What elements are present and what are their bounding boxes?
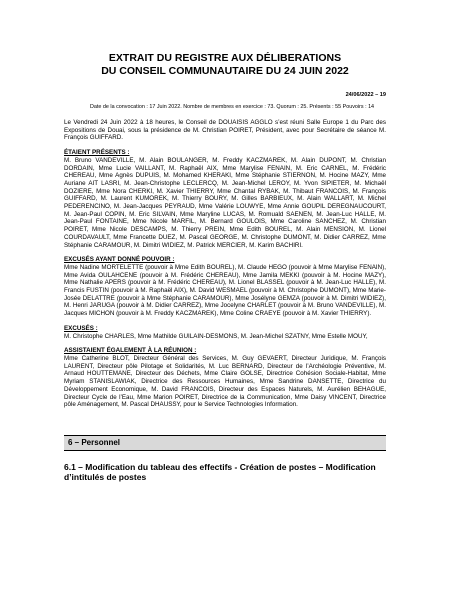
assistent-list: Mme Catherine BLOT, Directeur Général des Services, M. Guy GEVAERT, Directeur Juridique, M. François LAURENT, Directeur pôle Pilotage et Solidarités, M. Luc BERNARD, Directeur de l’Archéologie Préventive, M. Arnaud HOUTTEMANE, Directeur des Déchets, Mme Claire GOLSE, Directrice Cohésion Sociale-Habitat, Mme Myriam STANISLAWIAK, Directrice des Ressources Humaines, Mme Sandrine DANSETTE, Directrice du Développement Economique, M. David FRANCOIS, Directeur des Espaces Naturels, M. Aurélien BEHAGUE, Directeur Cycle de l’Eau, Mme Marion POIRET, Directrice de la Communication, Mme Daisy VINCENT, Directrice pôle Aménagement, M. Pascal DHAUSSY, pour le Service Technologies Information.	[64, 354, 386, 409]
subsection-title: 6.1 – Modification du tableau des effectifs - Création de postes – Modification d’intitulés de postes	[64, 461, 376, 483]
section-header-bar: 6 – Personnel	[64, 435, 386, 451]
presents-heading: ÉTAIENT PRÉSENTS :	[64, 149, 130, 157]
pouvoirs-heading: EXCUSÉS AYANT DONNÉ POUVOIR :	[64, 256, 175, 264]
document-title-line1: EXTRAIT DU REGISTRE AUX DÉLIBERATIONS	[108, 52, 342, 64]
excuses-list: M. Christophe CHARLES, Mme Mathilde GUILAIN-DESMONS, M. Jean-Michel SZATNY, Mme Estelle MOUY,	[64, 332, 368, 340]
excuses-heading: EXCUSÉS :	[64, 324, 98, 332]
meeting-intro: Le Vendredi 24 Juin 2022 à 18 heures, le Conseil de DOUAISIS AGGLO s’est réuni Salle Europe 1 du Parc des Expositions de Douai, sous la présidence de M. Christian POIRET, Président, avec pour Secrétaire de séance M. François GUIFFARD.	[64, 119, 386, 142]
deliberation-reference: 24/06/2022 – 19	[345, 92, 386, 98]
document-title-line2: DU CONSEIL COMMUNAUTAIRE DU 24 JUIN 2022	[101, 65, 349, 77]
assistent-heading: ASSISTAIENT ÉGALEMENT À LA RÉUNION :	[64, 347, 197, 355]
presents-list: M. Bruno VANDEVILLE, M. Alain BOULANGER, M. Freddy KACZMAREK, M. Alain DUPONT, M. Christian DORDAIN, Mme Lucie VAILLANT, M. Raphaël AIX, Mme Marylise FENAIN, M. Eric CARNEL, M. Frédéric CHEREAU, Mme Agnès DUPUIS, M. Mohamed KHERAKI, Mme Stéphanie STIERNON, M. Hocine MAZY, Mme Auriane AIT LASRI, M. Jean-Christophe LECLERCQ, M. Jean-Michel LEROY, M. Yvon SIPIETER, M. Michaël DOZIERE, Mme Nora CHERKI, M. Xavier THIERRY, Mme Chantal RYBAK, M. Thibaut FRANCOIS, M. François GUIFFARD, M. Laurent KUMOREK, M. Thierry BOURY, M. Gilles BARBIEUX, M. Alain WALLART, M. Michel PEDERENCINO, M. Jean-Jacques PEYRAUD, Mme Valérie LOUWYE, Mme Annie GOUPIL DEREGNAUCOURT, M. Jean-Paul COPIN, M. Eric SILVAIN, Mme Maryline LUCAS, M. Romuald SAENEN, M. Jean-Luc HALLE, M. Jean-Paul FONTAINE, Mme Nicole MARFIL, M. Bernard GOULOIS, Mme Caroline SANCHEZ, M. Christian POIRET, Mme Nicole DESCAMPS, M. Thierry PREIN, Mme Edith BOUREL, M. Alain MENSION, M. Lionel COURDAVAULT, Mme Francette DUEZ, M. Pascal GEORGE, M. Christophe DUMONT, M. Didier CARREZ, Mme Stéphanie CARAMOUR, M. Dimitri WIDIEZ, M. Patrick MERCIER, M. Karim BACHIRI.	[64, 156, 386, 249]
convocation-line: Date de la convocation : 17 Juin 2022. Nombre de membres en exercice : 73. Quorum : 25. Présents : 55 Pouvoirs : 14	[90, 104, 375, 110]
pouvoirs-list: Mme Nadine MORTELETTE (pouvoir à Mme Edith BOUREL), M. Claude HEGO (pouvoir à Mme Marylise FENAIN), Mme Avida OULAHCENE (pouvoir à M. Frédéric CHEREAU), Mme Jamila MEKKI (pouvoir à M. Hocine MAZY), Mme Nathalie APERS (pouvoir à M. Frédéric CHEREAU), M. Lionel BLASSEL (pouvoir à M. Jean-Luc HALLE), M. Francis FUSTIN (pouvoir à M. Raphaël AIX), M. David WESMAEL (pouvoir à M. Christophe DUMONT), Mme Marie-Josée DELATTRE (pouvoir à Mme Stéphanie CARAMOUR), Mme Josélyne GEMZA (pouvoir à M. Dimitri WIDIEZ), M. Henri JARUGA (pouvoir à M. Didier CARREZ), Mme Jocelyne CHARLET (pouvoir à M. Bruno VANDEVILLE), M. Jacques MICHON (pouvoir à M. Freddy KACZMAREK), Mme Coline CRAEYE (pouvoir à M. Xavier THIERRY).	[64, 263, 386, 318]
